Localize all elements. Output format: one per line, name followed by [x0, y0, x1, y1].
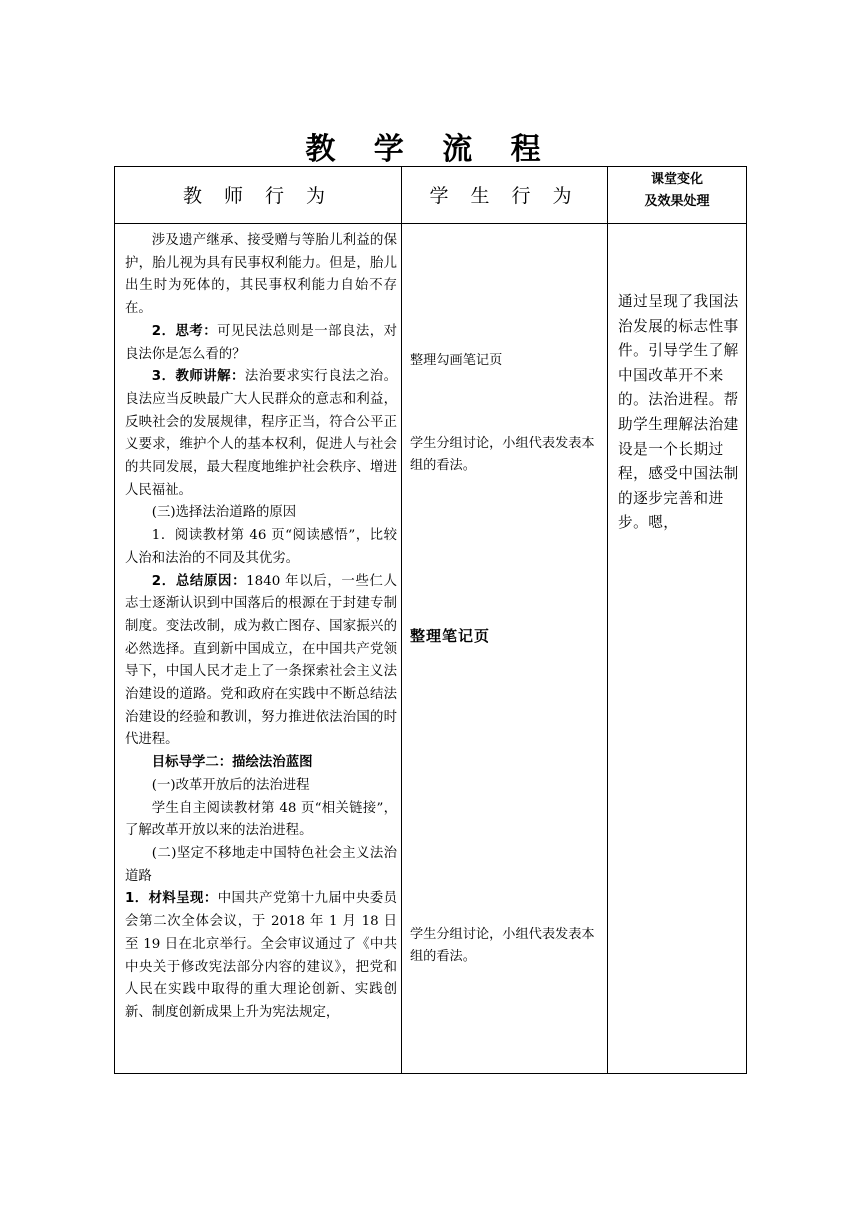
teacher-para-3: [125, 366, 397, 502]
teacher-para-11-label: 1．材料呈现：: [125, 891, 218, 907]
table-header-row: [115, 167, 747, 224]
student-cell: [402, 224, 608, 1074]
header-effect-line2: 及效果处理: [644, 194, 710, 209]
table-body-row: [115, 224, 747, 1074]
student-note-1: 整理勾画笔记页: [410, 353, 503, 368]
teacher-para-6-text: 1840 年以后，一些仁人志士逐渐认识到中国落后的根源在于封建专制制度。变法改制，成为救亡图存、国家振兴的必然选择。直到新中国成立，在中国共产党领导下，中国人民才走上了一条探索社会主义法治建设的道路。党和政府在实践中不断总结法治建设的经验和教训，努力推进依法治国的时代进程。: [125, 573, 397, 748]
teacher-para-9: 学生自主阅读教材第 48 页“相关链接”，了解改革开放以来的法治进程。: [125, 800, 397, 839]
teacher-para-6-label: 2．总结原因：: [151, 573, 247, 589]
teacher-para-2-label: 2．思考：: [151, 323, 218, 339]
teacher-para-10: (二)坚定不移地走中国特色社会主义法治道路: [125, 845, 397, 884]
teacher-para-3-label: 3．教师讲解：: [151, 369, 245, 385]
teacher-para-7: 目标导学二：描绘法治蓝图: [151, 755, 313, 771]
effect-cell: [608, 224, 747, 1074]
student-note-4: 学生分组讨论，小组代表发表本组的看法。: [410, 927, 595, 964]
teacher-para-6: [125, 571, 397, 753]
effect-text: 通过呈现了我国法治发展的标志性事件。引导学生了解中国改革开不来的。法治进程。帮助学生理解法治建设是一个长期过程，感受中国法制的逐步完善和进步。嗯，: [618, 293, 739, 532]
header-student: 学 生 行 为: [429, 185, 580, 207]
page-title: 教 学 流 程: [305, 132, 555, 167]
teacher-para-4: (三)选择法治道路的原因: [151, 505, 297, 521]
teacher-para-2-text: 可见民法总则是一部良法，对良法你是怎么看的？: [125, 323, 397, 362]
teacher-para-1: 涉及遗产继承、接受赠与等胎儿利益的保护，胎儿视为具有民事权利能力。但是，胎儿出生时为死体的，其民事权利能力自始不存在。: [125, 233, 397, 317]
teacher-para-8: (一)改革开放后的法治进程: [151, 777, 310, 793]
teacher-para-11-text: 中国共产党第十九届中央委员会第二次全体会议，于 2018 年 1 月 18 日至 19 日在北京举行。全会审议通过了《中共中央关于修改宪法部分内容的建议》，把党和人民在实践中取得的重大理论创新、实践创新、制度创新成果上升为宪法规定，: [125, 891, 397, 1020]
teacher-para-11: [125, 888, 397, 1024]
header-student-cell: [402, 167, 608, 224]
header-effect-line1: 课堂变化: [650, 172, 703, 187]
teacher-para-5: 1．阅读教材第 46 页“阅读感悟”，比较人治和法治的不同及其优劣。: [125, 528, 397, 566]
teacher-para-3-text: 法治要求实行良法之治。良法应当反映最广大人民群众的意志和利益，反映社会的发展规律，程序正当，符合公平正义要求，维护个人的基本权利，促进人与社会的共同发展，最大程度地维护社会秩序、增进人民福祉。: [125, 369, 397, 498]
student-note-3: 整理笔记页: [410, 627, 491, 645]
header-teacher-cell: [115, 167, 402, 224]
teacher-cell: [115, 224, 402, 1074]
teacher-para-2: [125, 321, 397, 366]
header-effect-cell: [608, 167, 747, 224]
teaching-flow-table: [114, 166, 747, 1074]
header-teacher: 教 师 行 为: [182, 185, 334, 207]
header-effect: [608, 167, 746, 213]
student-note-2: 学生分组讨论，小组代表发表本组的看法。: [410, 436, 595, 473]
